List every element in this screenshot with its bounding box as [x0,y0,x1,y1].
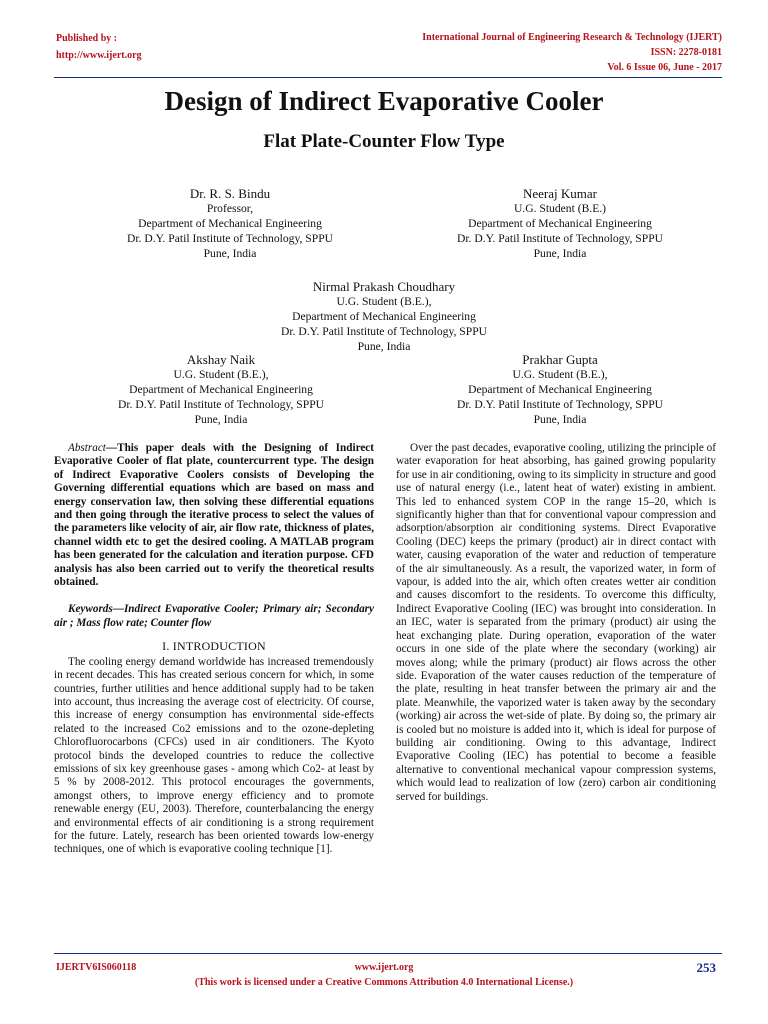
author-name: Dr. R. S. Bindu [189,186,271,201]
author-dept: Department of Mechanical Engineering [292,310,476,323]
author-institute: Dr. D.Y. Patil Institute of Technology, SPPU [280,325,488,338]
author-block [400,352,720,427]
paper-title: Design of Indirect Evaporative Cooler [164,86,604,116]
paper-id: IJERTV6IS060118 [56,962,137,973]
journal-name: International Journal of Engineering Research & Technology (IJERT) [422,32,722,43]
author-role: U.G. Student (B.E.), [512,368,608,381]
author-location: Pune, India [357,340,411,353]
author-role: Professor, [206,202,254,215]
abstract-label: Abstract [68,442,106,454]
publisher-url[interactable]: http://www.ijert.org [56,50,142,61]
author-block [54,352,388,427]
keywords: Keywords—Indirect Evaporative Cooler; Primary air; Secondary air ; Mass flow rate; Counter flow [54,603,374,629]
author-location: Pune, India [203,247,257,260]
author-dept: Department of Mechanical Engineering [468,217,652,230]
header-rule [54,77,722,78]
header-left [56,30,142,64]
author-block [400,186,720,261]
author-dept: Department of Mechanical Engineering [129,383,313,396]
author-name: Akshay Naik [186,352,256,367]
paper-subtitle: Flat Plate-Counter Flow Type [263,131,505,152]
publisher-label: Published by : [56,33,118,44]
author-institute: Dr. D.Y. Patil Institute of Technology, SPPU [117,398,325,411]
header-right [422,30,722,75]
page-number: 253 [696,960,716,975]
author-location: Pune, India [533,413,587,426]
body-paragraph: Over the past decades, evaporative cooling, utilizing the principle of water evaporation for heat absorbing, has gained growing popularity for use in air conditioning, owing to its simplicity in structure and good use of natural energy (i.e., latent heat of water) existing in ambient. This led to enhanced system COP in the range 15–20, which is significantly higher than that for conventional vapour compression and adsorption/absorption air conditioning systems. Direct Evaporative Cooling (DEC) keeps the primary (product) air in direct contact with water, causing evaporation of the water and reduction of temperature of the air simultaneously. As a result, the vaporized water, in form of vapour, is added into the air, which often creates wetter air condition and causes discomfort to the residents. To overcome this difficulty, Indirect Evaporative Cooling (IEC) was brought into consideration. In an IEC, water is separated from the primary (product) air using the heat exchanging plate. During operation, evaporation of the water occurs in one side of the plate where the secondary (working) air moves along; while the primary (product) air flows across the other side. Evaporation of the water causes reduction of the temperature of the plate, resulting in heat transfer between the primary air and the plate. Meanwhile, the vaporized water is taken away by the secondary (working) air across the wet-side of plate. By doing so, the primary air is cooled but no moisture is added into it, which is ideal for purpose of building air conditioning. Owing to this advantage, Indirect Evaporative Cooling (IEC) has potential to become a feasible alternative to conventional mechanical vapour compression systems, which would lead to realization of low (zero) carbon air conditioning served for buildings. [396,442,716,803]
author-institute: Dr. D.Y. Patil Institute of Technology, SPPU [456,398,664,411]
abstract [54,442,374,589]
intro-paragraph: The cooling energy demand worldwide has increased tremendously in recent decades. This has created serious concern for which, in some countries, further utilities and hence additional supply had to be taken into account, thus increasing the average cost of electricity. Of course, this increase of energy consumption has environmental side-effects related to the increased Co2 emissions and to the ozone-depleting Chlorofluorocarbons (CFCs) used in air conditioners. The Kyoto protocol binds the developed countries to reduce the collective emissions of six key greenhouse gases - among which Co2- at least by 5 % by 2008-2012. This protocol encourages the governments, amongst others, to improve energy efficiency and to promote renewable energy (EU, 2003). Therefore, counterbalancing the energy and environmental effects of air conditioning is a strong requirement for the future. Lately, research has been oriented towards low-energy techniques, one of which is evaporative cooling technique [1]. [54,655,374,856]
author-name: Nirmal Prakash Choudhary [312,279,456,294]
author-location: Pune, India [533,247,587,260]
abstract-text: —This paper deals with the Designing of Indirect Evaporative Cooler of flat plate, countercurrent type. The design of Indirect Evaporative Coolers consists of Developing the Governing differential equations which are based on mass and energy conservation law, then solving these differential equations and then going through the iterative process to select the values of the parameters like velocity of air, air flow rate, thickness of plates, channel width etc to get the desired cooling. A MATLAB program has been generated for the calculation and iteration purpose. CFD analysis has also been carried out to verify the theoretical results obtained. [54,442,374,589]
issn: ISSN: 2278-0181 [650,47,722,58]
author-dept: Department of Mechanical Engineering [138,217,322,230]
author-role: U.G. Student (B.E.), [336,295,432,308]
author-institute: Dr. D.Y. Patil Institute of Technology, SPPU [126,232,334,245]
right-column [396,442,716,804]
author-role: U.G. Student (B.E.), [173,368,269,381]
author-name: Neeraj Kumar [523,186,597,201]
volume-issue: Vol. 6 Issue 06, June - 2017 [607,62,722,73]
author-dept: Department of Mechanical Engineering [468,383,652,396]
license-note: (This work is licensed under a Creative Commons Attribution 4.0 International License.) [194,977,574,988]
footer-url[interactable]: www.ijert.org [354,962,414,973]
left-column [54,442,374,857]
footer-rule [54,953,722,954]
author-role: U.G. Student (B.E.) [513,202,607,215]
section-heading: I. INTRODUCTION [162,639,266,654]
author-institute: Dr. D.Y. Patil Institute of Technology, SPPU [456,232,664,245]
author-block [200,279,568,354]
author-block [70,186,390,261]
author-location: Pune, India [194,413,248,426]
author-name: Prakhar Gupta [522,352,598,367]
